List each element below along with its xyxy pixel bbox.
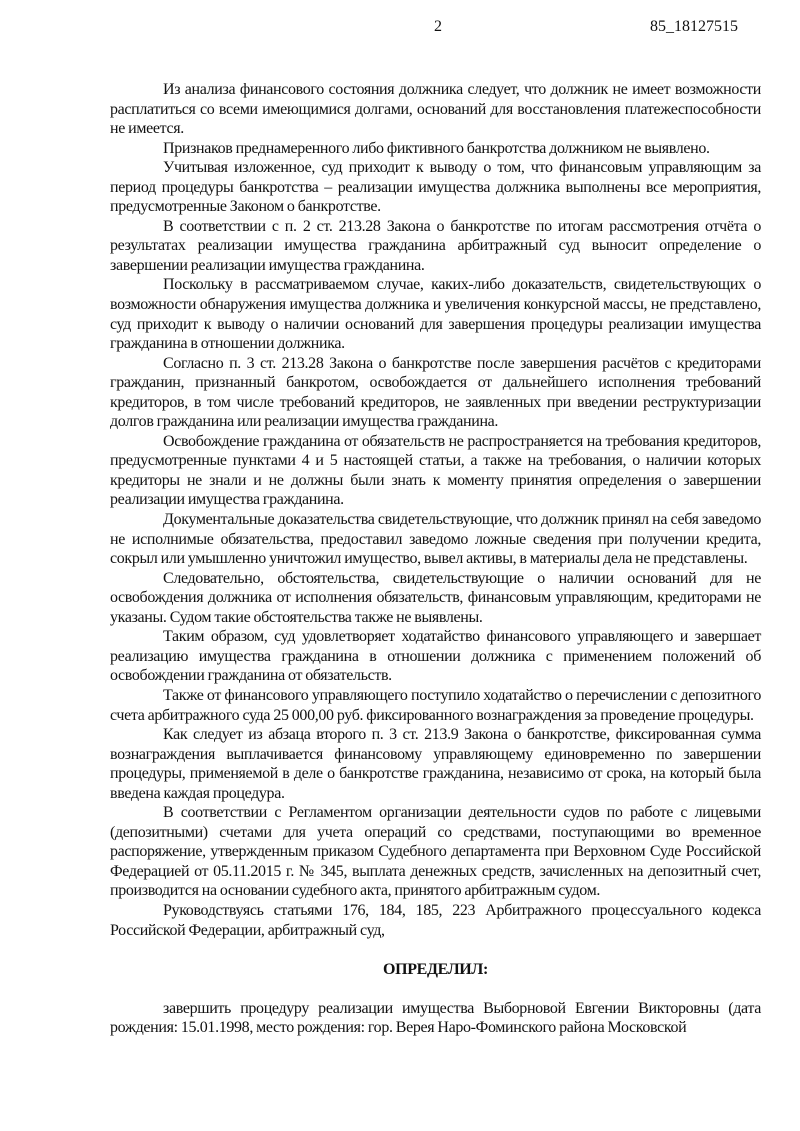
paragraph: Из анализа финансового состояния должника следует, что должник не имеет возможности расплатиться со всеми имеющимися долгами, оснований для восстановления платежеспособности не имеется. (110, 81, 761, 138)
ruling-paragraph: завершить процедуру реализации имущества Выборновой Евгении Викторовны (дата рождения: 15.01.1998, место рождения: гор. Верея Наро-Фоминского района Московской (110, 999, 761, 1037)
document-id: 85_18127515 (650, 18, 738, 35)
spacer (110, 940, 761, 960)
paragraph: Следовательно, обстоятельства, свидетельствующие о наличии оснований для не освобождения должника от исполнения обязательств, финансовым управляющим, кредиторами не указаны. Судом такие обстоятельства также не выявлены. (110, 569, 761, 626)
ruling-heading: ОПРЕДЕЛИЛ: (383, 960, 488, 978)
page-number: 2 (434, 18, 442, 35)
paragraph: Документальные доказательства свидетельствующие, что должник принял на себя заведомо не исполнимые обязательства, предоставил заведомо ложные сведения при получении кредита, сокрыл или умышленно уничтожил имущество, вывел активы, в материалы дела не представлены. (110, 511, 761, 568)
paragraph: Как следует из абзаца второго п. 3 ст. 213.9 Закона о банкротстве, фиксированная сумма вознаграждения выплачивается финансовому управляющему единовременно по завершении процедуры, применяемой в деле о банкротстве гражданина, независимо от срока, на который была введена каждая процедура. (110, 726, 761, 802)
paragraph: Руководствуясь статьями 176, 184, 185, 223 Арбитражного процессуального кодекса Российской Федерации, арбитражный суд, (110, 901, 761, 939)
paragraph: Согласно п. 3 ст. 213.28 Закона о банкротстве после завершения расчётов с кредиторами гражданин, признанный банкротом, освобождается от дальнейшего исполнения требований кредиторов, в том числе требований кредиторов, не заявленных при введении реструктуризации долгов гражданина или реализации имущества гражданина. (110, 354, 761, 431)
paragraph: Таким образом, суд удовлетворяет ходатайство финансового управляющего и завершает реализацию имущества гражданина в отношении должника с применением положений об освобождении гражданина от обязательств. (110, 628, 761, 685)
paragraph: Поскольку в рассматриваемом случае, каких-либо доказательств, свидетельствующих о возможности обнаружения имущества должника и увеличения конкурсной массы, не представлено, суд приходит к выводу о наличии оснований для завершения процедуры реализации имущества гражданина в отношении должника. (110, 276, 761, 353)
paragraph: Признаков преднамеренного либо фиктивного банкротства должником не выявлено. (163, 139, 710, 157)
paragraph: Освобождение гражданина от обязательств не распространяется на требования кредиторов, предусмотренные пунктами 4 и 5 настоящей статьи, а также на требования, о наличии которых кредиторы не знали и не должны были знать к моменту принятия определения о завершении реализации имущества гражданина. (110, 432, 761, 509)
paragraph: В соответствии с п. 2 ст. 213.28 Закона о банкротстве по итогам рассмотрения отчёта о результатах реализации имущества гражданина арбитражный суд выносит определение о завершении реализации имущества гражданина. (110, 217, 761, 274)
spacer (110, 979, 761, 999)
paragraph: Учитывая изложенное, суд приходит к выводу о том, что финансовым управляющим за период процедуры банкротства – реализации имущества должника выполнены все мероприятия, предусмотренные Законом о банкротстве. (110, 159, 761, 216)
paragraph: Также от финансового управляющего поступило ходатайство о перечислении с депозитного счета арбитражного суда 25 000,00 руб. фиксированного вознаграждения за проведение процедуры. (110, 686, 761, 724)
paragraph: В соответствии с Регламентом организации деятельности судов по работе с лицевыми (депозитными) счетами для учета операций со средствами, поступающими во временное распоряжение, утвержденным приказом Судебного департамента при Верховном Суде Российской Федерацией от 05.11.2015 г. № 345, выплата денежных средств, зачисленных на депозитный счет, производится на основании судебного акта, принятого арбитражным судом. (110, 804, 761, 900)
page-header (0, 18, 800, 38)
document-body (110, 80, 761, 1038)
